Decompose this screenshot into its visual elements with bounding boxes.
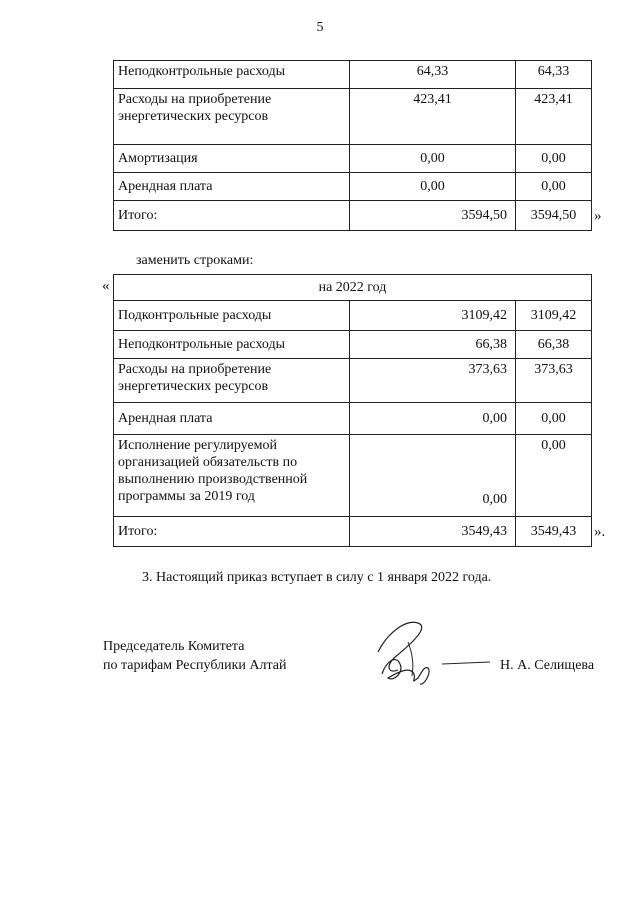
value-cell: 373,63 (516, 359, 592, 403)
value-cell: 3594,50 (516, 201, 592, 231)
value-cell: 64,33 (516, 61, 592, 89)
row-label: Арендная плата (114, 173, 350, 201)
value-cell: 0,00 (350, 403, 516, 435)
value-cell: 0,00 (516, 145, 592, 173)
signatory-name: Н. А. Селищева (500, 658, 595, 673)
order-text: 3. Настоящий приказ вступает в силу с 1 января 2022 года. (142, 570, 492, 585)
table-row (114, 89, 592, 145)
value-cell: 423,41 (350, 89, 516, 145)
value-cell: 3594,50 (350, 201, 516, 231)
page-number: 5 (316, 20, 324, 35)
row-label: Неподконтрольные расходы (114, 331, 350, 359)
value-cell: 0,00 (516, 403, 592, 435)
row-label: Итого: (114, 201, 350, 231)
table-row (114, 359, 592, 403)
value-cell: 0,00 (516, 435, 592, 517)
table-row (114, 435, 592, 517)
value-cell: 66,38 (350, 331, 516, 359)
table-previous-rows (113, 60, 592, 231)
table-header-row (114, 275, 592, 301)
table-header: на 2022 год (114, 275, 592, 301)
value-cell: 0,00 (516, 173, 592, 201)
opening-quote: « (102, 278, 110, 294)
row-label: Итого: (114, 517, 350, 547)
table-row (114, 201, 592, 231)
value-cell: 3549,43 (516, 517, 592, 547)
table-row (114, 61, 592, 89)
value-cell: 0,00 (350, 145, 516, 173)
value-cell: 3109,42 (350, 301, 516, 331)
table-row (114, 403, 592, 435)
closing-quote: » (594, 208, 602, 224)
row-label: Арендная плата (114, 403, 350, 435)
table-row (114, 517, 592, 547)
value-cell: 3549,43 (350, 517, 516, 547)
table-row (114, 301, 592, 331)
value-cell: 3109,42 (516, 301, 592, 331)
table-new-rows (113, 274, 592, 547)
row-label: Расходы на приобретение энергетических ресурсов (114, 359, 350, 403)
row-label: Подконтрольные расходы (114, 301, 350, 331)
row-label: Исполнение регулируемой организацией обязательств по выполнению производственной программы за 2019 год (114, 435, 350, 517)
closing-quote: ». (594, 524, 606, 540)
table-row (114, 173, 592, 201)
value-cell: 0,00 (350, 435, 516, 517)
value-cell: 0,00 (350, 173, 516, 201)
value-cell: 64,33 (350, 61, 516, 89)
value-cell: 66,38 (516, 331, 592, 359)
row-label: Неподконтрольные расходы (114, 61, 350, 89)
table-row (114, 331, 592, 359)
position-line: Председатель Комитета (103, 639, 245, 654)
position-line: по тарифам Республики Алтай (103, 658, 287, 673)
row-label: Расходы на приобретение энергетических ресурсов (114, 89, 350, 145)
handwritten-signature (358, 612, 498, 692)
replace-text: заменить строками: (136, 253, 254, 268)
value-cell: 423,41 (516, 89, 592, 145)
signatory-position (103, 637, 286, 675)
value-cell: 373,63 (350, 359, 516, 403)
row-label: Амортизация (114, 145, 350, 173)
table-row (114, 145, 592, 173)
